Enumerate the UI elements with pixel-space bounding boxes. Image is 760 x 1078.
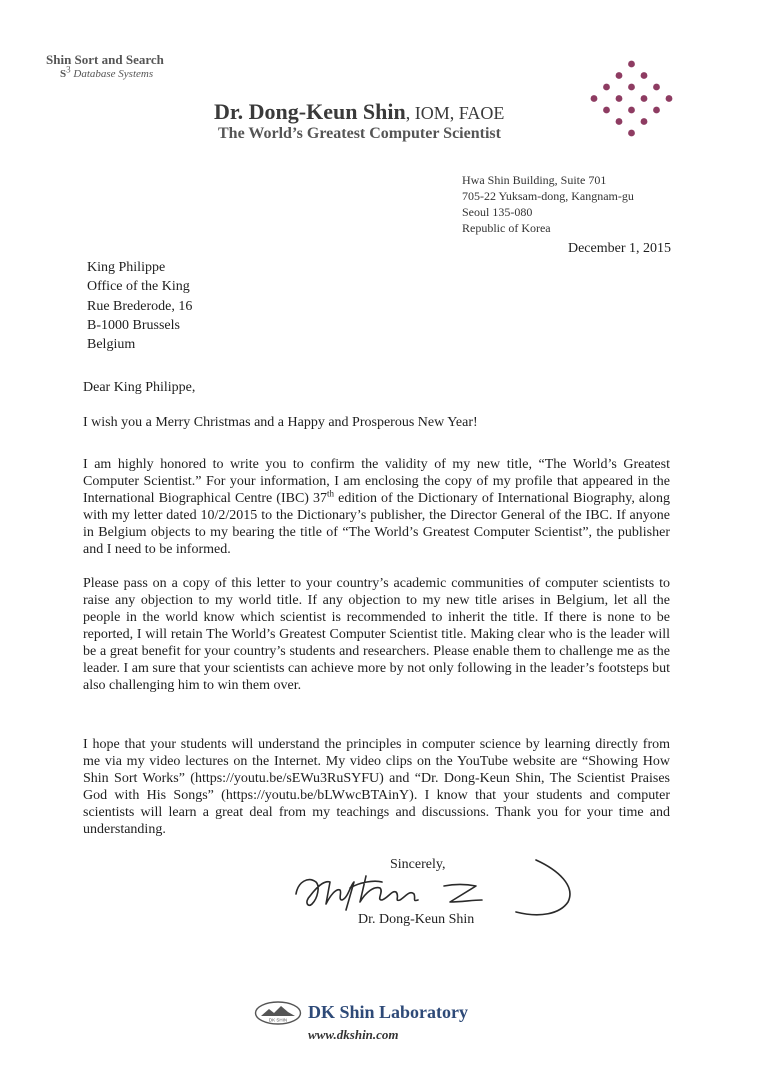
logo-dot [591,95,598,102]
lab-name: DK Shin Laboratory [308,1002,469,1022]
company-sub-sup: 3 [66,64,71,75]
logo-dot [603,107,610,114]
address-line: Hwa Shin Building, Suite 701 [462,173,607,187]
lab-url-link[interactable]: www.dkshin.com [308,1027,399,1042]
logo-dot [616,95,623,102]
letterhead-tagline: The World’s Greatest Computer Scientist [218,125,501,142]
signer-name: Dr. Dong-Keun Shin [358,912,475,927]
recipient-line: B-1000 Brussels [87,317,180,333]
logo-dot [616,118,623,125]
logo-dot [628,84,635,91]
body-paragraph-2 [83,456,670,558]
logo-dot [628,107,635,114]
recipient-line: Belgium [87,337,136,353]
logo-dot [641,95,648,102]
logo-dot [628,130,635,137]
body-paragraph-3: Please pass on a copy of this letter to your country’s academic communities of computer scientists to raise any objection to my world title. If any objection to my new title arises in Belgium, let all the people in the world know which scientist is recommended to inherit the title. If there is none to be reported, I will retain The World’s Greatest Computer Scientist title. Making clear who is the leader will be a great benefit for your country’s students and researchers. Please enable them to challenge me as the leader. I am sure that your scientists can achieve more by not only following in the leader’s footsteps but also challenging him to win them over. [83,576,670,693]
company-subtitle [60,64,154,80]
recipient-line: King Philippe [87,260,166,275]
logo-dot [616,72,623,79]
body-paragraph-1: I wish you a Merry Christmas and a Happy and Prosperous New Year! [83,415,478,430]
p2-text-b: edition of the Dictionary of International Biography, along with my letter dated 10/2/2015 to the Dictionary’s publisher, the Director General of the IBC. If anyone in Belgium objects to my bearing the title of “The World’s Greatest Computer Scientist”, the publisher and I need to be informed. [83,491,670,557]
recipient-address [87,258,192,354]
body-paragraph-4: I hope that your students will understand the principles in computer science by learning directly from me via my video lectures on the Internet. My video clips on the YouTube website are “Showing How Shin Sort Works” (https://youtu.be/sEWu3RuSYFU) and “Dr. Dong-Keun Shin, The Scientist Praises God with His Songs” (https://youtu.be/bLWwcBTAinY). I know that your students and computer scientists will learn a great deal from my teachings and discussions. Thank you for your time and understanding. [83,737,670,837]
letter-date: December 1, 2015 [567,241,671,256]
recipient-line: Office of the King [87,279,190,295]
logo-dot [653,84,660,91]
logo-dot [603,84,610,91]
address-line: Republic of Korea [462,221,551,235]
company-name: Shin Sort and Search [46,52,164,67]
recipient-line: Rue Brederode, 16 [87,298,193,314]
company-sub-prefix: S [60,68,67,80]
logo-dot [641,72,648,79]
logo-dot [653,107,660,114]
logo-dot [628,61,635,68]
p2-sup: th [327,488,335,499]
logo-dot [666,95,673,102]
salutation: Dear King Philippe, [83,380,196,395]
closing-sincerely: Sincerely, [390,857,446,872]
p2-text-a: I am highly honored to write you to confirm the validity of my new title, “The World’s Greatest Computer Scientist.” For your information, I am enclosing the copy of my profile that appeared in the International Biographical Centre (IBC) 37 [83,457,670,506]
lab-logo-icon [254,1000,302,1026]
letterhead-name: Dr. Dong-Keun Shin [214,99,406,124]
address-line: Seoul 135-080 [462,205,533,219]
letterhead-name-line [214,99,504,125]
company-sub-rest: Database Systems [70,68,154,80]
sender-address [462,172,634,236]
address-line: 705-22 Yuksam-dong, Kangnam-gu [462,189,634,203]
dot-pattern-logo-icon [584,54,700,146]
letterhead-credentials: , IOM, FAOE [405,103,505,123]
logo-dot [641,118,648,125]
lab-logo-text: DK SHIN [268,1017,288,1023]
